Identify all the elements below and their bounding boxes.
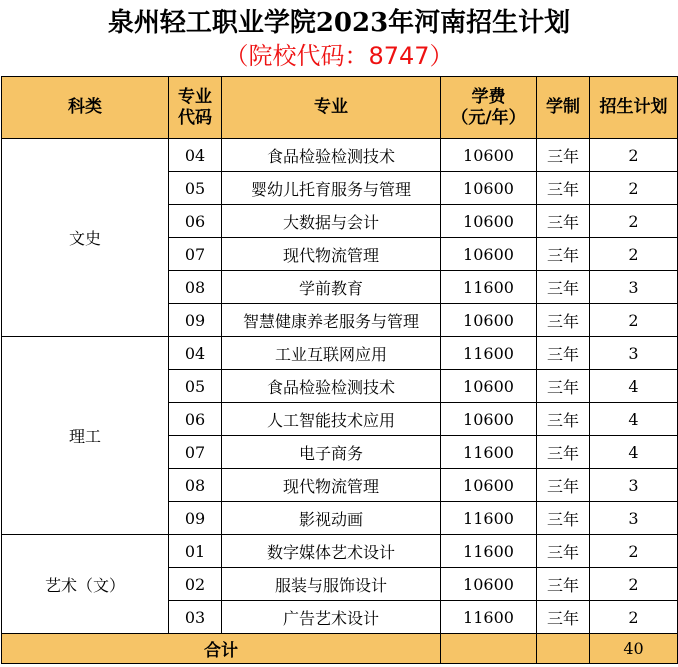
major-code-cell: 04 <box>169 139 222 172</box>
major-name-cell: 工业互联网应用 <box>222 337 441 370</box>
major-name-cell: 智慧健康养老服务与管理 <box>222 304 441 337</box>
tuition-cell: 10600 <box>441 139 537 172</box>
plan-cell: 2 <box>590 535 678 568</box>
major-name-cell: 学前教育 <box>222 271 441 304</box>
plan-cell: 3 <box>590 469 678 502</box>
plan-cell: 2 <box>590 568 678 601</box>
header-major: 专业 <box>222 77 441 139</box>
tuition-cell: 10600 <box>441 568 537 601</box>
duration-cell: 三年 <box>537 535 590 568</box>
table-row <box>2 535 678 568</box>
major-name-cell: 数字媒体艺术设计 <box>222 535 441 568</box>
duration-cell: 三年 <box>537 139 590 172</box>
table-body <box>2 139 678 634</box>
duration-cell: 三年 <box>537 469 590 502</box>
major-name-cell: 电子商务 <box>222 436 441 469</box>
header-major-code: 专业 代码 <box>169 77 222 139</box>
major-code-cell: 05 <box>169 172 222 205</box>
institution-code: （院校代码：8747） <box>224 42 454 70</box>
plan-cell: 2 <box>590 205 678 238</box>
plan-cell: 2 <box>590 139 678 172</box>
major-code-cell: 05 <box>169 370 222 403</box>
header-row <box>2 77 678 139</box>
tuition-cell: 10600 <box>441 469 537 502</box>
major-name-cell: 服装与服饰设计 <box>222 568 441 601</box>
major-code-cell: 04 <box>169 337 222 370</box>
major-code-cell: 08 <box>169 271 222 304</box>
tuition-cell: 10600 <box>441 370 537 403</box>
major-code-cell: 09 <box>169 304 222 337</box>
plan-cell: 2 <box>590 172 678 205</box>
category-cell: 文史 <box>2 139 169 337</box>
major-code-cell: 07 <box>169 238 222 271</box>
duration-cell: 三年 <box>537 601 590 634</box>
header-duration: 学制 <box>537 77 590 139</box>
duration-cell: 三年 <box>537 172 590 205</box>
plan-cell: 3 <box>590 337 678 370</box>
plan-cell: 2 <box>590 238 678 271</box>
major-name-cell: 人工智能技术应用 <box>222 403 441 436</box>
page-title: 泉州轻工职业学院2023年河南招生计划 <box>107 8 571 38</box>
total-row <box>2 634 678 664</box>
duration-cell: 三年 <box>537 205 590 238</box>
category-cell: 艺术（文） <box>2 535 169 634</box>
tuition-cell: 11600 <box>441 271 537 304</box>
major-name-cell: 婴幼儿托育服务与管理 <box>222 172 441 205</box>
major-name-cell: 现代物流管理 <box>222 469 441 502</box>
header-tuition: 学费 （元/年） <box>441 77 537 139</box>
plan-cell: 3 <box>590 502 678 535</box>
major-code-cell: 06 <box>169 205 222 238</box>
major-name-cell: 食品检验检测技术 <box>222 370 441 403</box>
category-cell: 理工 <box>2 337 169 535</box>
major-code-cell: 07 <box>169 436 222 469</box>
duration-cell: 三年 <box>537 304 590 337</box>
major-name-cell: 广告艺术设计 <box>222 601 441 634</box>
tuition-cell: 10600 <box>441 238 537 271</box>
duration-cell: 三年 <box>537 370 590 403</box>
tuition-cell: 11600 <box>441 502 537 535</box>
tuition-cell: 11600 <box>441 337 537 370</box>
major-code-cell: 02 <box>169 568 222 601</box>
plan-cell: 2 <box>590 304 678 337</box>
major-name-cell: 影视动画 <box>222 502 441 535</box>
tuition-cell: 11600 <box>441 436 537 469</box>
header-category: 科类 <box>2 77 169 139</box>
plan-cell: 3 <box>590 271 678 304</box>
duration-cell: 三年 <box>537 271 590 304</box>
duration-cell: 三年 <box>537 403 590 436</box>
major-code-cell: 06 <box>169 403 222 436</box>
major-name-cell: 现代物流管理 <box>222 238 441 271</box>
major-name-cell: 食品检验检测技术 <box>222 139 441 172</box>
plan-cell: 4 <box>590 436 678 469</box>
major-name-cell: 大数据与会计 <box>222 205 441 238</box>
duration-cell: 三年 <box>537 436 590 469</box>
header-plan: 招生计划 <box>590 77 678 139</box>
tuition-cell: 10600 <box>441 172 537 205</box>
table-row <box>2 337 678 370</box>
total-label: 合计 <box>2 634 441 664</box>
major-code-cell: 03 <box>169 601 222 634</box>
duration-cell: 三年 <box>537 568 590 601</box>
tuition-cell: 10600 <box>441 304 537 337</box>
table-row <box>2 139 678 172</box>
tuition-cell: 11600 <box>441 535 537 568</box>
enrollment-plan-table <box>1 76 678 664</box>
total-empty-cell <box>441 634 537 664</box>
duration-cell: 三年 <box>537 502 590 535</box>
total-plan: 40 <box>590 634 678 664</box>
major-code-cell: 09 <box>169 502 222 535</box>
major-code-cell: 01 <box>169 535 222 568</box>
plan-cell: 4 <box>590 370 678 403</box>
plan-cell: 2 <box>590 601 678 634</box>
total-empty-cell <box>537 634 590 664</box>
duration-cell: 三年 <box>537 238 590 271</box>
tuition-cell: 10600 <box>441 403 537 436</box>
duration-cell: 三年 <box>537 337 590 370</box>
tuition-cell: 11600 <box>441 601 537 634</box>
tuition-cell: 10600 <box>441 205 537 238</box>
major-code-cell: 08 <box>169 469 222 502</box>
plan-cell: 4 <box>590 403 678 436</box>
